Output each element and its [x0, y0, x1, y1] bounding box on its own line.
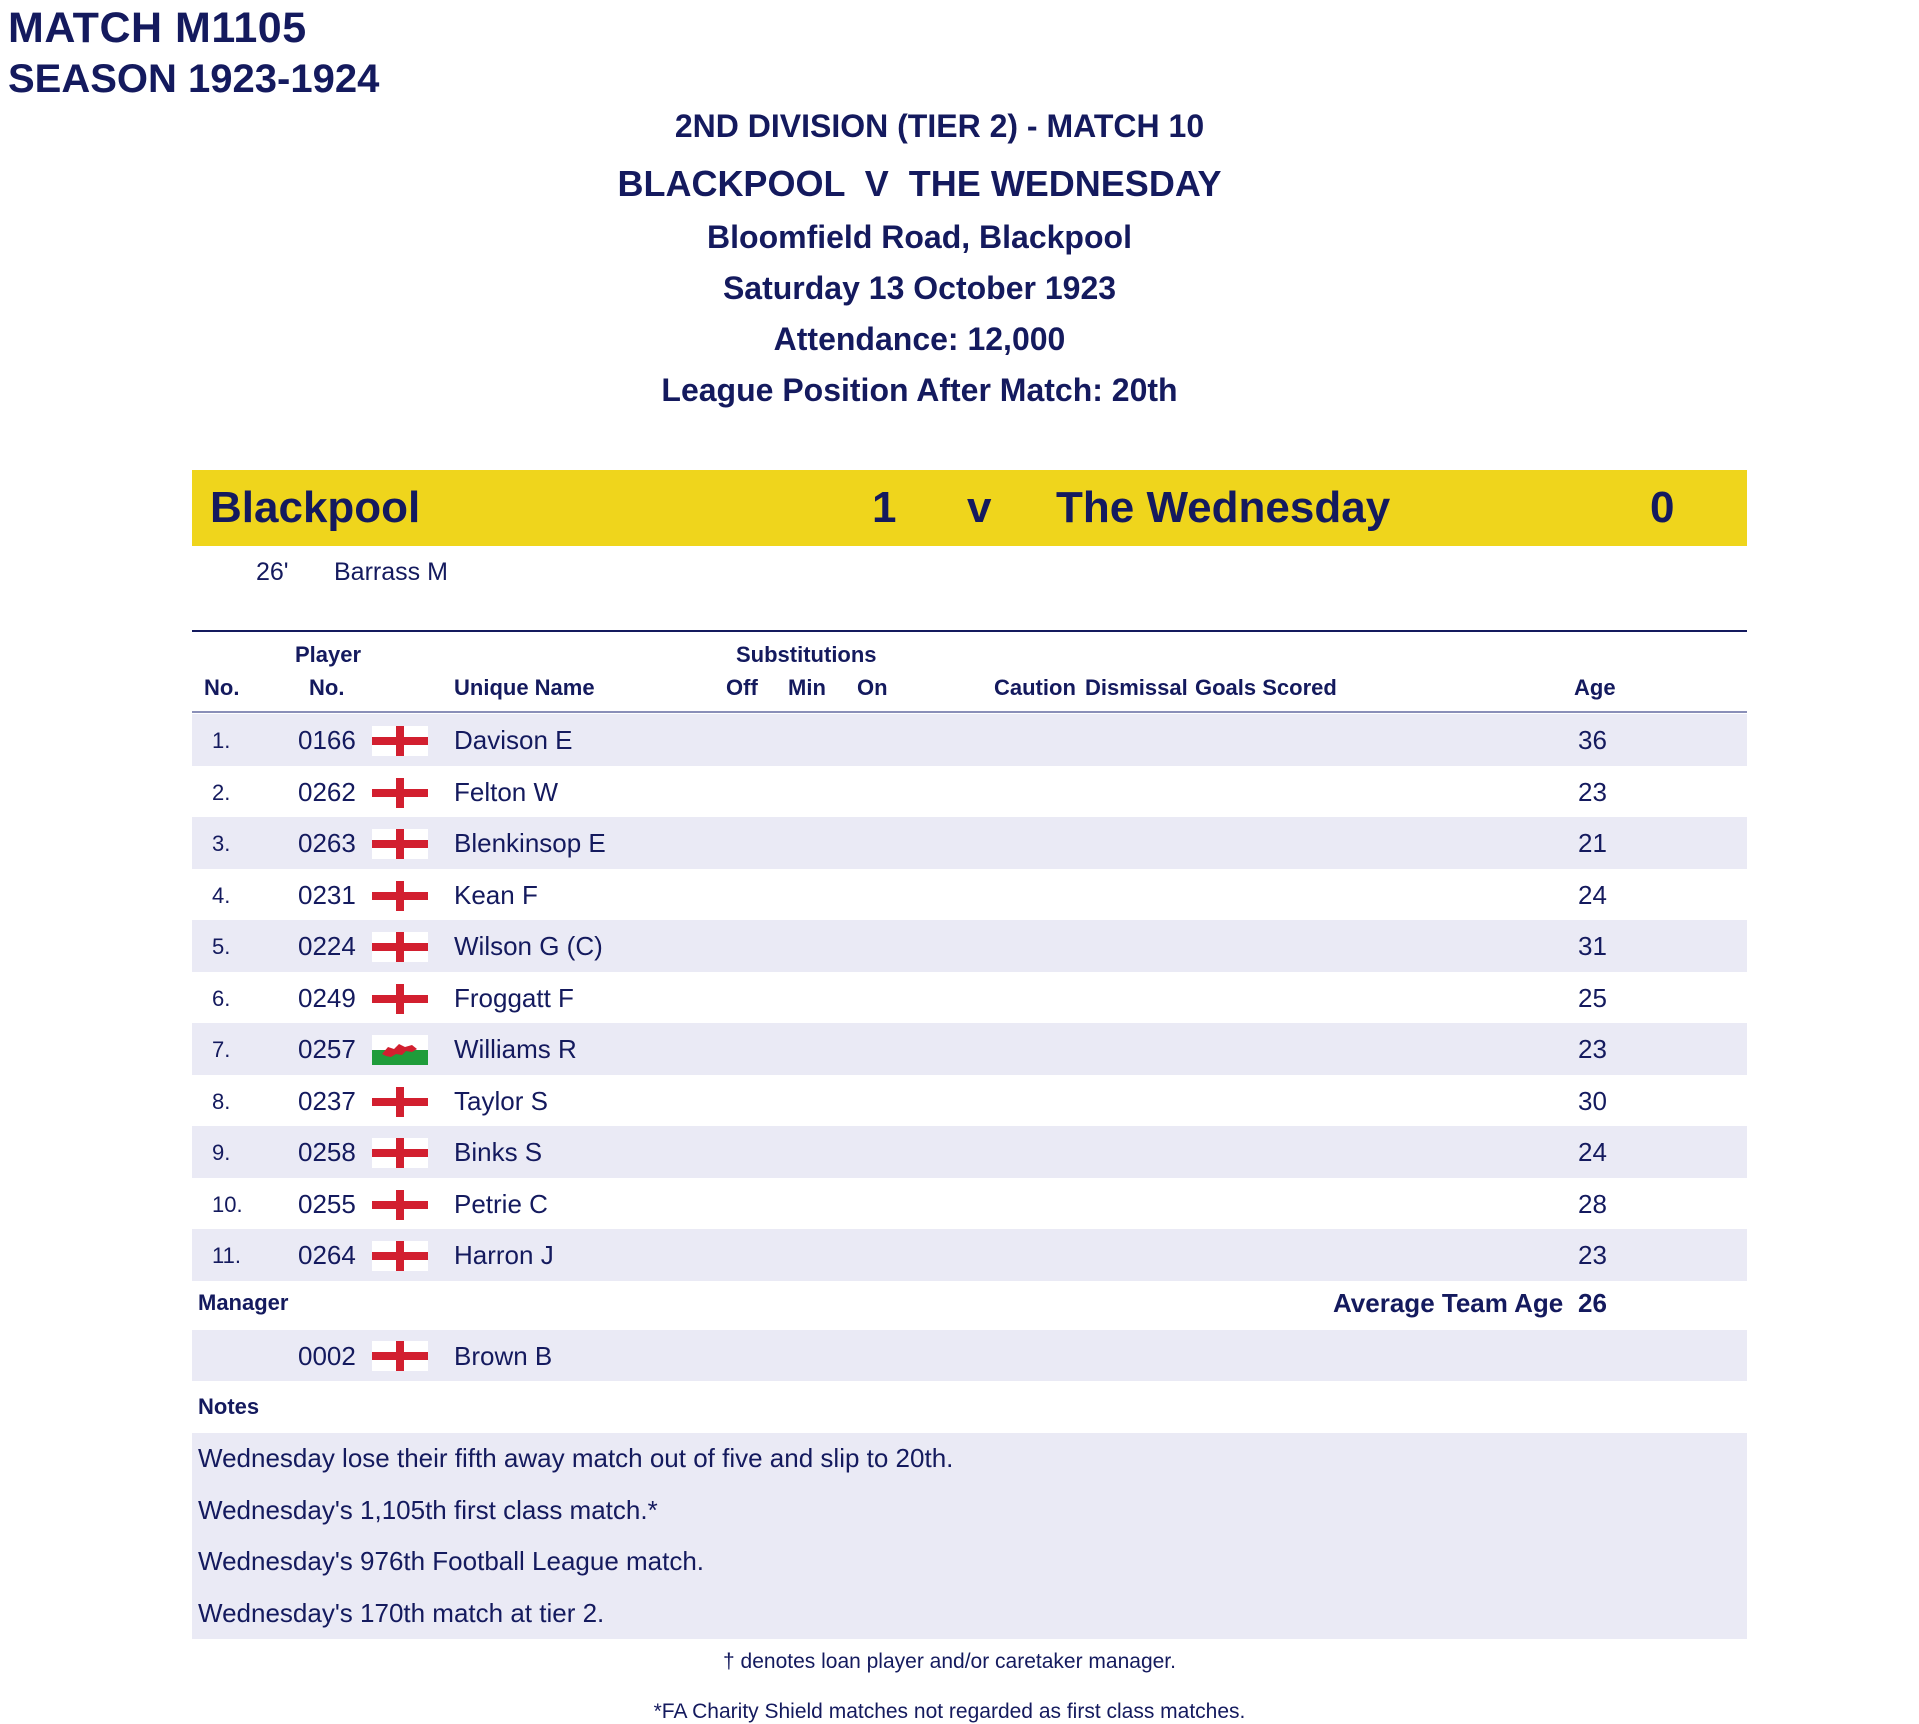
note-item: Wednesday's 976th Football League match. — [198, 1546, 705, 1576]
table-row — [192, 1229, 1747, 1281]
row-number: 10. — [212, 1191, 243, 1217]
player-age: 25 — [1578, 982, 1607, 1013]
table-row — [192, 1178, 1747, 1230]
col-header-sub-min: Min — [788, 675, 826, 700]
player-name: Petrie C — [454, 1188, 548, 1219]
table-row — [192, 920, 1747, 972]
home-score: 1 — [872, 483, 897, 532]
player-name: Kean F — [454, 879, 538, 910]
table-row — [192, 1023, 1747, 1075]
row-number: 2. — [212, 779, 231, 805]
footnote-loan: † denotes loan player and/or caretaker manager. — [723, 1650, 1176, 1673]
col-header-sub-off: Off — [726, 675, 758, 700]
manager-number: 0002 — [298, 1341, 356, 1371]
england-flag-icon — [372, 932, 428, 962]
row-number: 7. — [212, 1037, 231, 1062]
england-flag-icon — [372, 1190, 428, 1220]
player-number: 0237 — [298, 1085, 356, 1116]
col-header-age: Age — [1574, 675, 1616, 700]
player-number: 0249 — [298, 982, 356, 1013]
table-row — [192, 869, 1747, 921]
england-flag-icon — [372, 1241, 428, 1271]
table-row — [192, 714, 1747, 766]
player-age: 36 — [1578, 725, 1607, 755]
row-number: 4. — [212, 882, 231, 908]
match-date: Saturday 13 October 1923 — [722, 270, 1117, 306]
row-number: 3. — [212, 831, 231, 856]
player-age: 30 — [1578, 1085, 1607, 1116]
notes-label: Notes — [198, 1394, 260, 1419]
venue: Bloomfield Road, Blackpool — [707, 219, 1132, 255]
row-number: 1. — [212, 728, 231, 753]
fixture-title: BLACKPOOL V THE WEDNESDAY — [617, 163, 1222, 204]
player-number: 0231 — [298, 879, 356, 910]
season-label: SEASON 1923-1924 — [8, 57, 380, 101]
table-row — [192, 972, 1747, 1024]
col-header-goals-scored: Goals Scored — [1195, 675, 1337, 700]
note-item: Wednesday lose their fifth away match out of five and slip to 20th. — [198, 1443, 954, 1473]
player-number: 0263 — [298, 828, 356, 858]
england-flag-icon — [372, 1341, 428, 1371]
player-age: 24 — [1578, 879, 1607, 910]
player-number: 0262 — [298, 776, 356, 807]
col-header-substitutions: Substitutions — [736, 642, 877, 667]
player-name: Froggatt F — [454, 982, 574, 1013]
note-item: Wednesday's 170th match at tier 2. — [198, 1598, 605, 1628]
row-number: 5. — [212, 934, 231, 959]
score-bar — [192, 470, 1747, 546]
divider — [192, 630, 1747, 632]
player-table — [192, 714, 1747, 1281]
row-number: 8. — [212, 1088, 231, 1114]
player-name: Harron J — [454, 1240, 554, 1270]
col-header-unique-name: Unique Name — [454, 675, 595, 700]
player-number: 0166 — [298, 725, 356, 755]
note-item: Wednesday's 1,105th first class match.* — [198, 1495, 658, 1525]
table-row — [192, 1126, 1747, 1178]
manager-row — [192, 1330, 1747, 1381]
col-header-player: Player — [295, 642, 362, 667]
england-flag-icon — [372, 1087, 428, 1117]
table-row — [192, 1075, 1747, 1127]
notes-box — [192, 1433, 1747, 1639]
england-flag-icon — [372, 829, 428, 859]
england-flag-icon — [372, 984, 428, 1014]
away-score: 0 — [1650, 483, 1675, 532]
manager-label: Manager — [198, 1290, 289, 1315]
player-number: 0258 — [298, 1137, 356, 1167]
row-number: 9. — [212, 1140, 231, 1165]
player-name: Davison E — [454, 725, 573, 755]
competition-title: 2ND DIVISION (TIER 2) - MATCH 10 — [674, 108, 1205, 144]
home-team: Blackpool — [210, 483, 421, 532]
average-age-label: Average Team Age — [1333, 1288, 1564, 1318]
player-age: 28 — [1578, 1188, 1607, 1219]
player-age: 24 — [1578, 1137, 1607, 1167]
match-id: MATCH M1105 — [8, 4, 307, 52]
player-name: Felton W — [454, 776, 559, 807]
versus-label: v — [967, 483, 992, 532]
player-name: Wilson G (C) — [454, 931, 603, 961]
goal-minute: 26' — [256, 558, 289, 586]
away-team: The Wednesday — [1056, 483, 1391, 532]
attendance: Attendance: 12,000 — [773, 321, 1066, 357]
player-name: Williams R — [454, 1034, 577, 1064]
england-flag-icon — [372, 1138, 428, 1168]
col-header-sub-on: On — [857, 675, 888, 700]
footnote-charity-shield: *FA Charity Shield matches not regarded as first class matches. — [653, 1700, 1246, 1723]
player-age: 31 — [1578, 931, 1607, 961]
player-name: Taylor S — [454, 1085, 548, 1116]
row-number: 6. — [212, 985, 231, 1011]
wales-flag-icon — [372, 1035, 428, 1065]
player-number: 0257 — [298, 1034, 356, 1064]
england-flag-icon — [372, 778, 428, 808]
table-row — [192, 817, 1747, 869]
player-number: 0255 — [298, 1188, 356, 1219]
england-flag-icon — [372, 726, 428, 756]
player-name: Blenkinsop E — [454, 828, 606, 858]
player-name: Binks S — [454, 1137, 543, 1167]
row-number: 11. — [212, 1243, 241, 1268]
england-flag-icon — [372, 881, 428, 911]
header-divider — [192, 711, 1747, 713]
col-header-player-no: No. — [309, 675, 345, 700]
average-age-value: 26 — [1578, 1288, 1607, 1318]
player-number: 0224 — [298, 931, 356, 961]
col-header-caution: Caution — [994, 675, 1076, 700]
player-age: 23 — [1578, 776, 1607, 807]
player-age: 23 — [1578, 1034, 1607, 1064]
player-age: 21 — [1578, 828, 1607, 858]
player-number: 0264 — [298, 1240, 356, 1270]
player-age: 23 — [1578, 1240, 1607, 1270]
league-position: League Position After Match: 20th — [661, 372, 1178, 408]
goal-scorer: Barrass M — [334, 558, 448, 586]
table-row — [192, 766, 1747, 818]
col-header-no: No. — [204, 675, 240, 700]
manager-name: Brown B — [454, 1341, 553, 1371]
col-header-dismissal: Dismissal — [1085, 675, 1188, 700]
